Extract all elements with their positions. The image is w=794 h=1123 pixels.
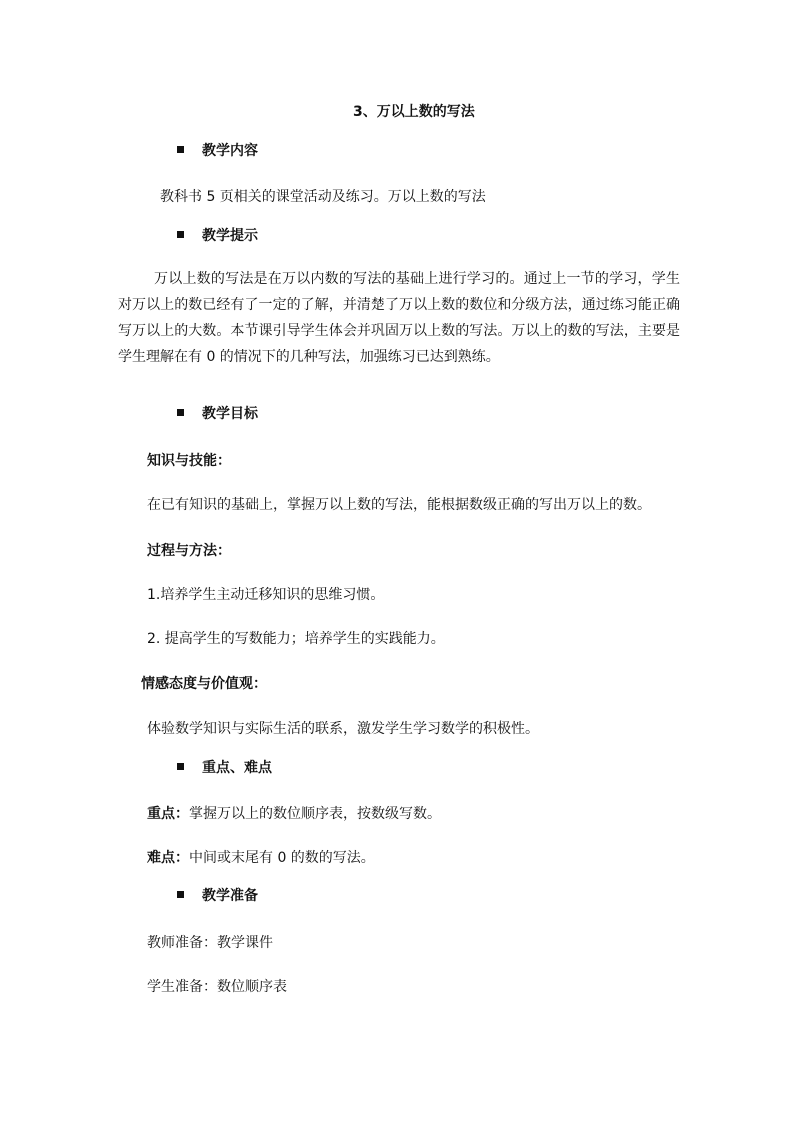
knowledge-label: 知识与技能： xyxy=(147,453,231,469)
knowledge-text: 在已有知识的基础上，掌握万以上数的写法，能根据数级正确的写出万以上的数。 xyxy=(147,497,651,513)
square-bullet-icon xyxy=(177,146,184,153)
section-heading-content: 教学内容 xyxy=(177,141,258,161)
key-point-label: 重点： xyxy=(147,806,189,822)
process-label: 过程与方法： xyxy=(147,543,231,559)
process-item-2: 2. 提高学生的写数能力；培养学生的实践能力。 xyxy=(147,631,445,647)
section-heading-goals: 教学目标 xyxy=(177,404,258,424)
square-bullet-icon xyxy=(177,409,184,416)
difficulty-line xyxy=(147,848,375,868)
square-bullet-icon xyxy=(177,231,184,238)
key-point-text: 掌握万以上的数位顺序表，按数级写数。 xyxy=(189,806,441,822)
key-point-line xyxy=(147,804,441,824)
process-item-1: 1.培养学生主动迁移知识的思维习惯。 xyxy=(147,587,385,603)
square-bullet-icon xyxy=(177,891,184,898)
difficulty-text: 中间或末尾有 0 的数的写法。 xyxy=(189,850,375,866)
square-bullet-icon xyxy=(177,763,184,770)
student-prep: 学生准备：数位顺序表 xyxy=(147,979,287,995)
difficulty-label: 难点： xyxy=(147,850,189,866)
teacher-prep: 教师准备：教学课件 xyxy=(147,935,273,951)
section-heading-prep: 教学准备 xyxy=(177,886,258,906)
emotion-label: 情感态度与价值观： xyxy=(141,676,267,692)
section-heading-hints: 教学提示 xyxy=(177,226,258,246)
section-heading-keypoints: 重点、难点 xyxy=(177,758,272,778)
emotion-text: 体验数学知识与实际生活的联系，激发学生学习数学的积极性。 xyxy=(147,721,539,737)
hints-paragraph: 万以上数的写法是在万以内数的写法的基础上进行学习的。通过上一节的学习，学生对万以上的数已经有了一定的了解，并清楚了万以上数的数位和分级方法，通过练习能正确写万以上的大数。本节课引导学生体会并巩固万以上数的写法。万以上的数的写法，主要是学生理解在有 0 的情况下的几种写法，加强练习已达到熟练。 xyxy=(118,271,680,365)
content-text: 教科书 5 页相关的课堂活动及练习。万以上数的写法 xyxy=(160,189,486,205)
page-title: 3、万以上数的写法 xyxy=(353,104,475,120)
